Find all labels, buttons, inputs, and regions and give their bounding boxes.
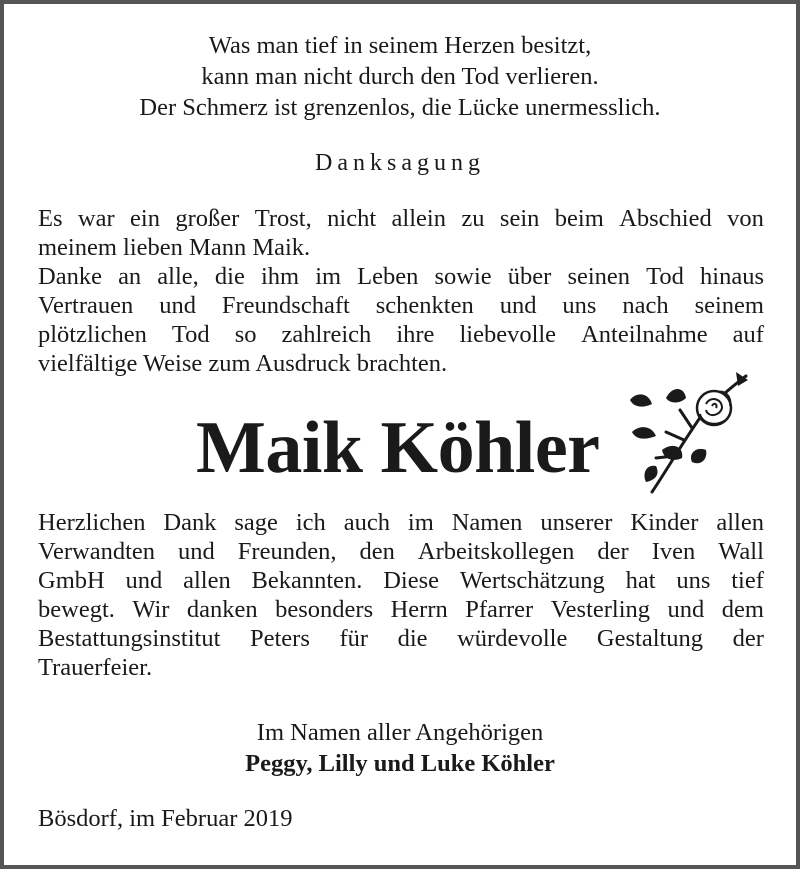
paragraph-line: meinem lieben Mann Maik.: [38, 234, 311, 261]
paragraph-line: Trauerfeier.: [38, 654, 153, 681]
paragraph-thanks: [38, 204, 764, 378]
heading: Danksagung: [315, 150, 485, 176]
deceased-name: Maik Köhler: [196, 407, 600, 489]
signatories: Peggy, Lilly und Luke Köhler: [245, 750, 555, 777]
place-date: Bösdorf, im Februar 2019: [38, 805, 293, 832]
poem-line: Der Schmerz ist grenzenlos, die Lücke unermesslich.: [139, 94, 661, 121]
paragraph-line: Herzlichen Dank sage ich auch im Namen unserer Kinder allen: [38, 509, 764, 536]
paragraph-line: plötzlichen Tod so zahlreich ihre liebevolle Anteilnahme auf: [38, 321, 764, 348]
poem-line: Was man tief in seinem Herzen besitzt,: [208, 32, 592, 59]
closing-line: Im Namen aller Angehörigen: [256, 719, 544, 746]
paragraph-line: Bestattungsinstitut Peters für die würdevolle Gestaltung der: [38, 625, 764, 652]
paragraph-line: GmbH und allen Bekannten. Diese Wertschätzung hat uns tief: [38, 567, 764, 594]
paragraph-line: Vertrauen und Freundschaft schenkten und uns nach seinem: [38, 292, 764, 319]
paragraph-line: bewegt. Wir danken besonders Herrn Pfarrer Vesterling und dem: [38, 596, 764, 623]
paragraph-acknowledgement: [38, 508, 764, 682]
poem: [0, 31, 800, 124]
paragraph-line: Es war ein großer Trost, nicht allein zu sein beim Abschied von: [38, 205, 764, 232]
paragraph-line: vielfältige Weise zum Ausdruck brachten.: [38, 350, 448, 377]
paragraph-line: Danke an alle, die ihm im Leben sowie über seinen Tod hinaus: [38, 263, 764, 290]
paragraph-line: Verwandten und Freunden, den Arbeitskollegen der Iven Wall: [38, 538, 764, 565]
poem-line: kann man nicht durch den Tod verlieren.: [201, 63, 599, 90]
rose-icon: [622, 370, 752, 494]
